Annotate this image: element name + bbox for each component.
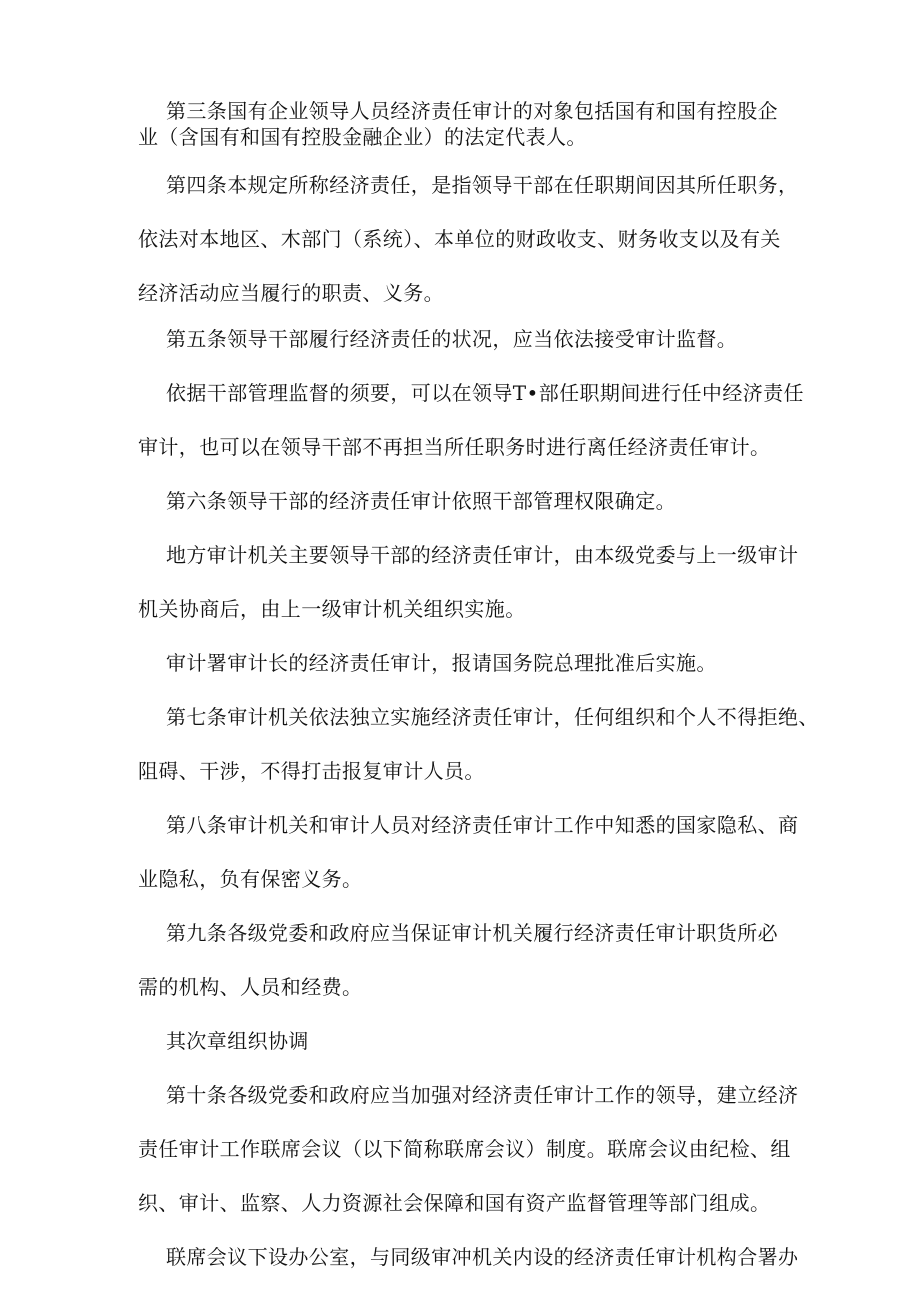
text-line: 审计署审计长的经济责任审计，报请国务院总理批准后实施。: [166, 651, 717, 675]
text-line: 第六条领导干部的经济责任审计依照干部管理权限确定。: [166, 489, 676, 513]
text-line: 依法对本地区、木部门（系统）、本单位的财政收支、财务收支以及有关: [138, 227, 781, 251]
paragraph-article-3: [138, 98, 798, 150]
paragraph-article-10: [138, 1080, 798, 1230]
chapter-heading: [138, 1026, 798, 1068]
paragraph-article-9: [138, 918, 798, 1014]
paragraph-article-4: [138, 170, 798, 320]
text-line: 需的机构、人员和经费。: [138, 975, 363, 999]
paragraph-article-8: [138, 810, 798, 906]
paragraph-local-audit: [138, 540, 798, 636]
text-line: 机关协商后，由上一级审计机关组织实施。: [138, 597, 526, 621]
text-line: 第八条审计机关和审计人员对经济责任审计工作中知悉的国家隐私、商: [166, 813, 799, 837]
text-line: 审计，也可以在领导干部不再担当所任职务时进行离任经济责任审计。: [138, 435, 771, 459]
text-line: 第五条领导干部履行经济责任的状况，应当依法接受审计监督。: [166, 327, 738, 351]
text-line: 经济活动应当履行的职责、义务。: [138, 281, 444, 305]
paragraph-review-basis: [138, 378, 804, 474]
text-line: 第九条各级党委和政府应当保证审计机关履行经济责任审计职货所必: [166, 921, 778, 945]
text-line: 联席会议下设办公室，与同级审冲机关内设的经济责任审计机构合署办: [166, 1245, 799, 1269]
text-line: 业隐私，负有保密义务。: [138, 867, 363, 891]
text-line: 业（含国有和国有控股金融企业）的法定代表人。: [138, 125, 587, 149]
text-line: 第七条审计机关依法独立实施经济责任审计，任何组织和个人不得拒绝、: [166, 705, 819, 729]
text-line: 责任审计工作联席会议（以下简称联席会议）制度。联席会议由纪检、组: [138, 1137, 791, 1161]
paragraph-article-6: [138, 486, 798, 528]
text-line: 阻碍、干涉，不得打击报复审计人员。: [138, 759, 485, 783]
paragraph-article-7: [138, 702, 819, 798]
paragraph-joint-meeting-office: [138, 1242, 798, 1284]
text-line: 织、审计、监察、人力资源社会保障和国有资产监督管理等部门组成。: [138, 1191, 771, 1215]
text-line: 第十条各级党委和政府应当加强对经济责任审计工作的领导，建立经济: [166, 1083, 799, 1107]
text-line: 第三条国有企业领导人员经济责任审计的对象包括国有和国有控股企: [166, 99, 778, 123]
text-line: 其次章组织协调: [166, 1029, 309, 1053]
paragraph-article-5: [138, 324, 798, 366]
text-line: 地方审计机关主要领导干部的经济责任审计，由本级党委与上一级审计: [166, 543, 799, 567]
text-line: 依据干部管理监督的须要，可以在领导T•部任职期间进行任中经济责任: [166, 381, 804, 405]
text-line: 第四条本规定所称经济责任，是指领导干部在任职期间因其所任职务，: [166, 173, 799, 197]
paragraph-auditor-general: [138, 648, 798, 690]
